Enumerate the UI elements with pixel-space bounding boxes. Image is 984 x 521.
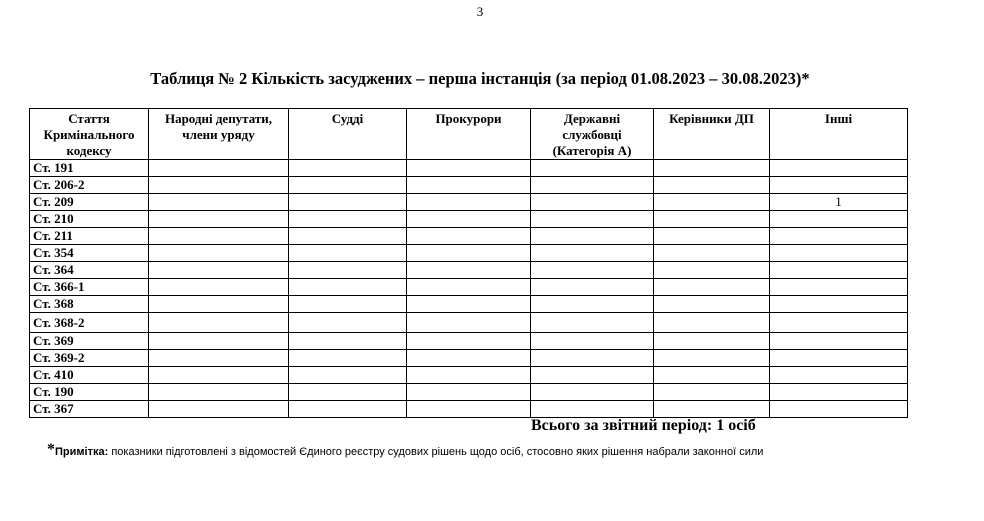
article-cell: Ст. 369-2	[30, 350, 149, 367]
value-cell-soe-heads	[654, 296, 770, 313]
value-cell-others: 1	[770, 194, 908, 211]
table-row	[30, 401, 908, 418]
value-cell-civil-servants	[531, 279, 654, 296]
table-header-row	[30, 109, 908, 160]
article-cell: Ст. 364	[30, 262, 149, 279]
value-cell-judges	[289, 401, 407, 418]
table-row	[30, 245, 908, 262]
value-cell-soe-heads	[654, 384, 770, 401]
page-number: 3	[476, 4, 484, 19]
value-cell-soe-heads	[654, 333, 770, 350]
value-cell-soe-heads	[654, 228, 770, 245]
footnote-star: *	[47, 441, 55, 458]
value-cell-prosecutors	[407, 245, 531, 262]
value-cell-mps	[149, 333, 289, 350]
value-cell-soe-heads	[654, 367, 770, 384]
table-body	[30, 160, 908, 418]
value-cell-mps	[149, 296, 289, 313]
value-cell-prosecutors	[407, 384, 531, 401]
value-cell-judges	[289, 160, 407, 177]
value-cell-civil-servants	[531, 367, 654, 384]
value-cell-civil-servants	[531, 296, 654, 313]
column-header-soe-heads: Керівники ДП	[654, 109, 770, 160]
value-cell-soe-heads	[654, 160, 770, 177]
value-cell-prosecutors	[407, 262, 531, 279]
article-cell: Ст. 368-2	[30, 313, 149, 333]
value-cell-soe-heads	[654, 350, 770, 367]
table-row	[30, 367, 908, 384]
article-cell: Ст. 210	[30, 211, 149, 228]
value-cell-others	[770, 160, 908, 177]
value-cell-soe-heads	[654, 262, 770, 279]
total-summary: Всього за звітний період: 1 осіб	[531, 417, 756, 434]
value-cell-civil-servants	[531, 177, 654, 194]
table-row	[30, 384, 908, 401]
value-cell-civil-servants	[531, 194, 654, 211]
table-row	[30, 211, 908, 228]
value-cell-others	[770, 177, 908, 194]
convictions-table	[29, 108, 908, 418]
value-cell-civil-servants	[531, 384, 654, 401]
value-cell-mps	[149, 279, 289, 296]
value-cell-soe-heads	[654, 401, 770, 418]
value-cell-judges	[289, 177, 407, 194]
value-cell-soe-heads	[654, 279, 770, 296]
value-cell-judges	[289, 350, 407, 367]
value-cell-judges	[289, 296, 407, 313]
value-cell-mps	[149, 384, 289, 401]
article-cell: Ст. 190	[30, 384, 149, 401]
article-cell: Ст. 368	[30, 296, 149, 313]
value-cell-judges	[289, 313, 407, 333]
value-cell-soe-heads	[654, 313, 770, 333]
value-cell-others	[770, 228, 908, 245]
value-cell-judges	[289, 279, 407, 296]
value-cell-mps	[149, 228, 289, 245]
table-row	[30, 177, 908, 194]
value-cell-judges	[289, 228, 407, 245]
column-header-judges: Судді	[289, 109, 407, 160]
value-cell-prosecutors	[407, 350, 531, 367]
value-cell-civil-servants	[531, 228, 654, 245]
table-row	[30, 160, 908, 177]
table-row	[30, 279, 908, 296]
value-cell-prosecutors	[407, 296, 531, 313]
value-cell-civil-servants	[531, 350, 654, 367]
table-row	[30, 194, 908, 211]
column-header-prosecutors: Прокурори	[407, 109, 531, 160]
value-cell-others	[770, 401, 908, 418]
article-cell: Ст. 410	[30, 367, 149, 384]
article-cell: Ст. 354	[30, 245, 149, 262]
value-cell-others	[770, 262, 908, 279]
column-header-others: Інші	[770, 109, 908, 160]
value-cell-prosecutors	[407, 228, 531, 245]
value-cell-civil-servants	[531, 262, 654, 279]
value-cell-others	[770, 367, 908, 384]
value-cell-prosecutors	[407, 401, 531, 418]
value-cell-prosecutors	[407, 177, 531, 194]
value-cell-judges	[289, 262, 407, 279]
value-cell-others	[770, 296, 908, 313]
value-cell-soe-heads	[654, 211, 770, 228]
value-cell-soe-heads	[654, 194, 770, 211]
value-cell-soe-heads	[654, 177, 770, 194]
value-cell-civil-servants	[531, 401, 654, 418]
value-cell-prosecutors	[407, 313, 531, 333]
value-cell-mps	[149, 194, 289, 211]
value-cell-prosecutors	[407, 333, 531, 350]
column-header-mps: Народні депутати, члени уряду	[149, 109, 289, 160]
article-cell: Ст. 209	[30, 194, 149, 211]
value-cell-others	[770, 333, 908, 350]
column-header-article: Стаття Кримінального кодексу	[30, 109, 149, 160]
value-cell-prosecutors	[407, 279, 531, 296]
value-cell-judges	[289, 245, 407, 262]
footnote	[47, 441, 763, 459]
table-row	[30, 262, 908, 279]
value-cell-others	[770, 313, 908, 333]
value-cell-civil-servants	[531, 333, 654, 350]
value-cell-prosecutors	[407, 211, 531, 228]
article-cell: Ст. 369	[30, 333, 149, 350]
value-cell-judges	[289, 194, 407, 211]
value-cell-civil-servants	[531, 160, 654, 177]
value-cell-others	[770, 279, 908, 296]
footnote-label: Примітка:	[55, 446, 109, 458]
value-cell-others	[770, 384, 908, 401]
table-row	[30, 350, 908, 367]
article-cell: Ст. 206-2	[30, 177, 149, 194]
value-cell-civil-servants	[531, 245, 654, 262]
column-header-civil-servants: Державні службовці (Категорія А)	[531, 109, 654, 160]
table-row	[30, 313, 908, 333]
value-cell-mps	[149, 177, 289, 194]
table-row	[30, 296, 908, 313]
value-cell-civil-servants	[531, 211, 654, 228]
value-cell-mps	[149, 262, 289, 279]
table-title: Таблиця № 2 Кількість засуджених – перша інстанція (за період 01.08.2023 – 30.08.2023)*	[150, 69, 810, 88]
table-row	[30, 333, 908, 350]
value-cell-mps	[149, 401, 289, 418]
article-cell: Ст. 366-1	[30, 279, 149, 296]
value-cell-judges	[289, 384, 407, 401]
footnote-text: показники підготовлені з відомостей Єдиного реєстру судових рішень щодо осіб, стосовно яких рішення набрали законної сили	[108, 446, 764, 458]
value-cell-mps	[149, 350, 289, 367]
table-row	[30, 228, 908, 245]
value-cell-others	[770, 350, 908, 367]
value-cell-prosecutors	[407, 194, 531, 211]
value-cell-mps	[149, 313, 289, 333]
value-cell-civil-servants	[531, 313, 654, 333]
article-cell: Ст. 191	[30, 160, 149, 177]
value-cell-mps	[149, 160, 289, 177]
value-cell-soe-heads	[654, 245, 770, 262]
value-cell-prosecutors	[407, 160, 531, 177]
value-cell-judges	[289, 333, 407, 350]
value-cell-others	[770, 245, 908, 262]
article-cell: Ст. 367	[30, 401, 149, 418]
value-cell-others	[770, 211, 908, 228]
value-cell-mps	[149, 211, 289, 228]
value-cell-judges	[289, 211, 407, 228]
value-cell-judges	[289, 367, 407, 384]
article-cell: Ст. 211	[30, 228, 149, 245]
value-cell-mps	[149, 245, 289, 262]
value-cell-prosecutors	[407, 367, 531, 384]
value-cell-mps	[149, 367, 289, 384]
